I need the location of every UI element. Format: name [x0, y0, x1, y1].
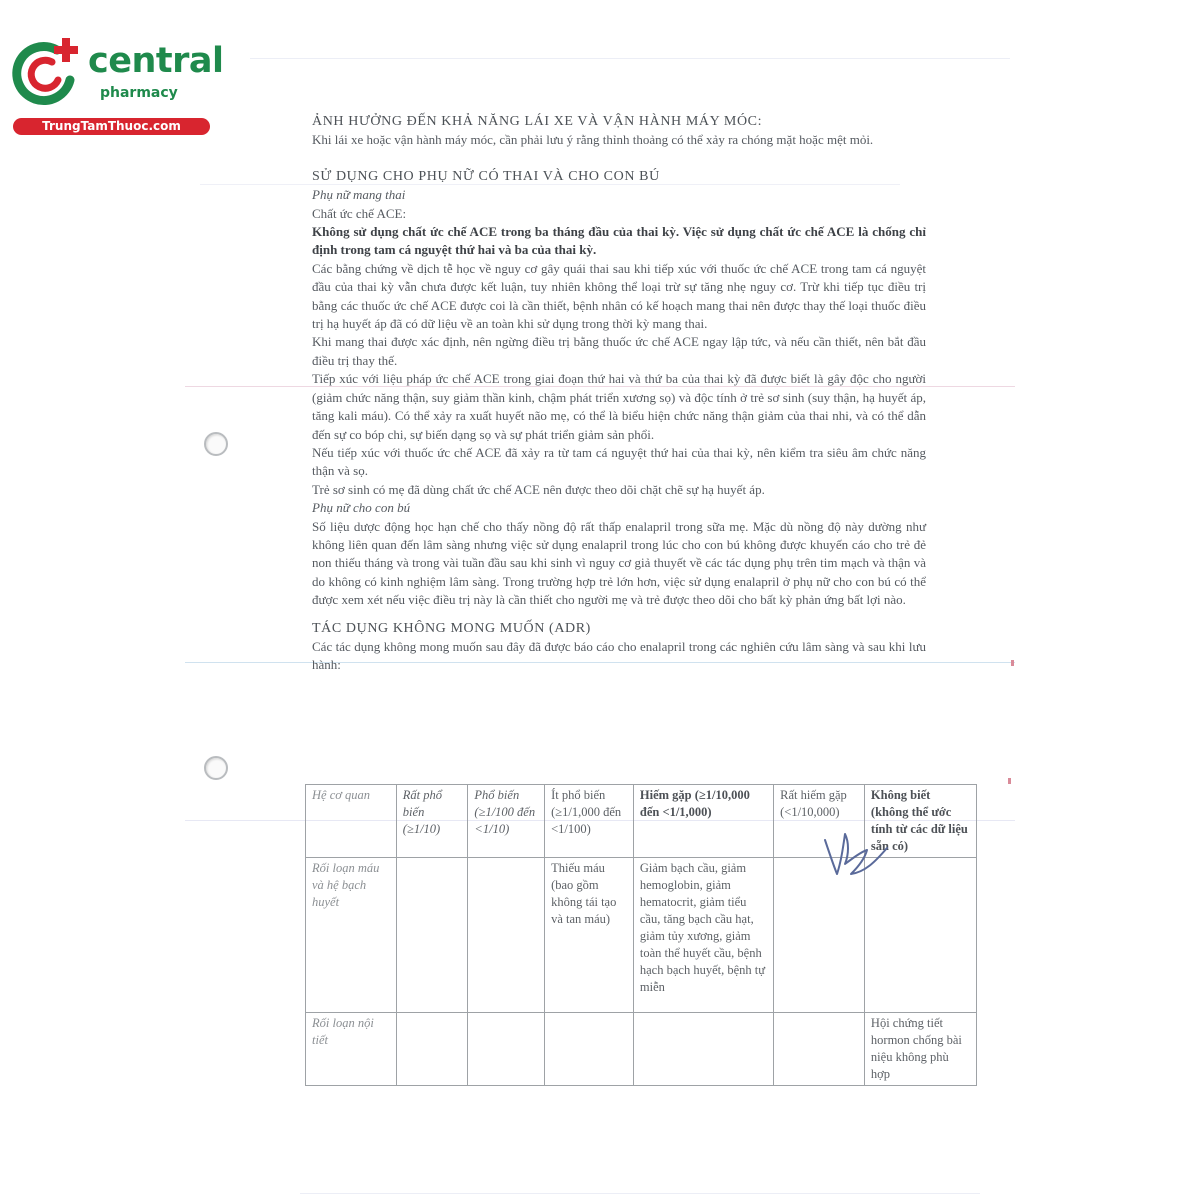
pharmacy-cross-icon	[10, 36, 82, 108]
table-row	[306, 1013, 977, 1086]
cell-very-rare	[774, 1013, 865, 1086]
cell-common	[468, 1013, 545, 1086]
pregnancy-heading: SỬ DỤNG CHO PHỤ NỮ CÓ THAI VÀ CHO CON BÚ	[312, 168, 660, 184]
breastfeeding-paragraph: Số liệu dược động học hạn chế cho thấy nồng độ rất thấp enalapril trong sữa mẹ. Mặc dù nồng độ này dường như không liên quan đến lâm sàng nhưng việc sử dụng enalapril trong lúc cho con bú không được khuyến cáo cho trẻ đẻ non thiếu tháng và trong vài tuần đầu sau khi sinh vì nguy cơ giả thuyết về các tác dụng phụ trên tim mạch và thận và do không có kinh nghiệm lâm sàng. Trong trường hợp trẻ lớn hơn, việc sử dụng enalapril ở phụ nữ cho con bú có thể được xem xét nếu việc điều trị này là cần thiết cho người mẹ và trẻ được theo dõi cho bất kỳ phản ứng bất lợi nào.	[312, 518, 926, 608]
col-organ-system: Hệ cơ quan	[306, 785, 397, 858]
ace-label: Chất ức chế ACE:	[312, 205, 407, 221]
pregnancy-paragraph-5: Trẻ sơ sinh có mẹ đã dùng chất ức chế ACE nên được theo dõi chặt chẽ sự hạ huyết áp.	[312, 481, 765, 497]
pregnant-subtitle: Phụ nữ mang thai	[312, 187, 406, 203]
edge-mark	[1011, 660, 1014, 666]
cell-unknown: Hội chứng tiết hormon chống bài niệu không phù hợp	[864, 1013, 976, 1086]
cell-uncommon: Thiếu máu (bao gồm không tái tạo và tan máu)	[545, 858, 634, 1013]
punch-hole	[204, 432, 228, 456]
pregnancy-paragraph-3: Tiếp xúc với liệu pháp ức chế ACE trong giai đoạn thứ hai và thứ ba của thai kỳ đã được biết là gây độc cho người (giảm chức năng thận, suy giảm thần kinh, chậm phát triển xương sọ) và độc tính ở trẻ sơ sinh (suy thận, hạ huyết áp, tăng kali máu). Có thể xảy ra xuất huyết não mẹ, có thể là biểu hiện chức năng thận giảm của thai nhi, và có thể dẫn đến sự co bóp chi, sự biến dạng sọ và sự phát triển giảm sản phổi.	[312, 371, 926, 442]
col-uncommon: Ít phổ biến (≥1/1,000 đến <1/100)	[545, 785, 634, 858]
cell-rare: Giảm bạch cầu, giảm hemoglobin, giảm hematocrit, giảm tiểu cầu, tăng bạch cầu hạt, giảm tủy xương, giảm toàn thể huyết cầu, bệnh hạch bạch huyết, bệnh tự miễn	[633, 858, 773, 1013]
logo-brand-text: central	[88, 41, 224, 81]
pregnancy-paragraph-1: Các bằng chứng về dịch tễ học về nguy cơ gây quái thai sau khi tiếp xúc với thuốc ức chế ACE trong tam cá nguyệt đầu của thai kỳ vẫn chưa được kết luận, tuy nhiên không thể loại trừ sự tăng nhẹ nguy cơ. Trừ khi tiếp tục điều trị bằng các thuốc ức chế ACE được coi là cần thiết, bệnh nhân có kế hoạch mang thai nên được thay thế loại thuốc điều trị hạ huyết áp đã có dữ liệu về an toàn khi sử dụng trong thời kỳ mang thai.	[312, 260, 926, 332]
signature-mark	[815, 822, 895, 887]
ace-warning: Không sử dụng chất ức chế ACE trong ba tháng đầu của thai kỳ. Việc sử dụng chất ức chế ACE là chống chỉ định trong tam cá nguyệt thứ hai và ba của thai kỳ.	[312, 224, 926, 258]
cell-very-common	[396, 1013, 468, 1086]
logo-site-link[interactable]: TrungTamThuoc.com	[13, 118, 210, 135]
driving-text: Khi lái xe hoặc vận hành máy móc, cần phải lưu ý rằng thỉnh thoảng có thể xảy ra chóng mặt hoặc mệt mỏi.	[312, 132, 874, 148]
cell-uncommon	[545, 1013, 634, 1086]
central-pharmacy-logo	[10, 36, 224, 136]
cell-system: Rối loạn nội tiết	[306, 1013, 397, 1086]
adr-intro: Các tác dụng không mong muốn sau đây đã được báo cáo cho enalapril trong các nghiên cứu lâm sàng và sau khi lưu hành:	[312, 638, 926, 673]
scan-line	[300, 1193, 980, 1194]
document-body	[312, 113, 926, 675]
col-rare: Hiếm gặp (≥1/10,000 đến <1/1,000)	[633, 785, 773, 858]
col-common: Phổ biến (≥1/100 đến <1/10)	[468, 785, 545, 858]
cell-system: Rối loạn máu và hệ bạch huyết	[306, 858, 397, 1013]
col-very-rare: Rất hiếm gặp (<1/10,000)	[774, 785, 865, 858]
punch-hole	[204, 756, 228, 780]
logo-sub-text: pharmacy	[100, 85, 178, 101]
col-unknown: Không biết (không thể ước tính từ các dữ liệu sẵn có)	[864, 785, 976, 858]
edge-mark	[1008, 778, 1011, 784]
adr-heading: TÁC DỤNG KHÔNG MONG MUỐN (ADR)	[312, 620, 591, 636]
cell-very-common	[396, 858, 468, 1013]
pregnancy-paragraph-2: Khi mang thai được xác định, nên ngừng điều trị bằng thuốc ức chế ACE ngay lập tức, và nếu cần thiết, nên bắt đầu điều trị thay thế.	[312, 334, 926, 368]
col-very-common: Rất phổ biến (≥1/10)	[396, 785, 468, 858]
cell-common	[468, 858, 545, 1013]
cell-rare	[633, 1013, 773, 1086]
scan-line	[250, 58, 1010, 59]
driving-heading: ẢNH HƯỞNG ĐẾN KHẢ NĂNG LÁI XE VÀ VẬN HÀNH MÁY MÓC:	[312, 114, 763, 129]
pregnancy-paragraph-4: Nếu tiếp xúc với thuốc ức chế ACE đã xảy ra từ tam cá nguyệt thứ hai của thai kỳ, nên kiểm tra siêu âm chức năng thận và sọ.	[312, 444, 926, 479]
breastfeeding-subtitle: Phụ nữ cho con bú	[312, 500, 411, 516]
